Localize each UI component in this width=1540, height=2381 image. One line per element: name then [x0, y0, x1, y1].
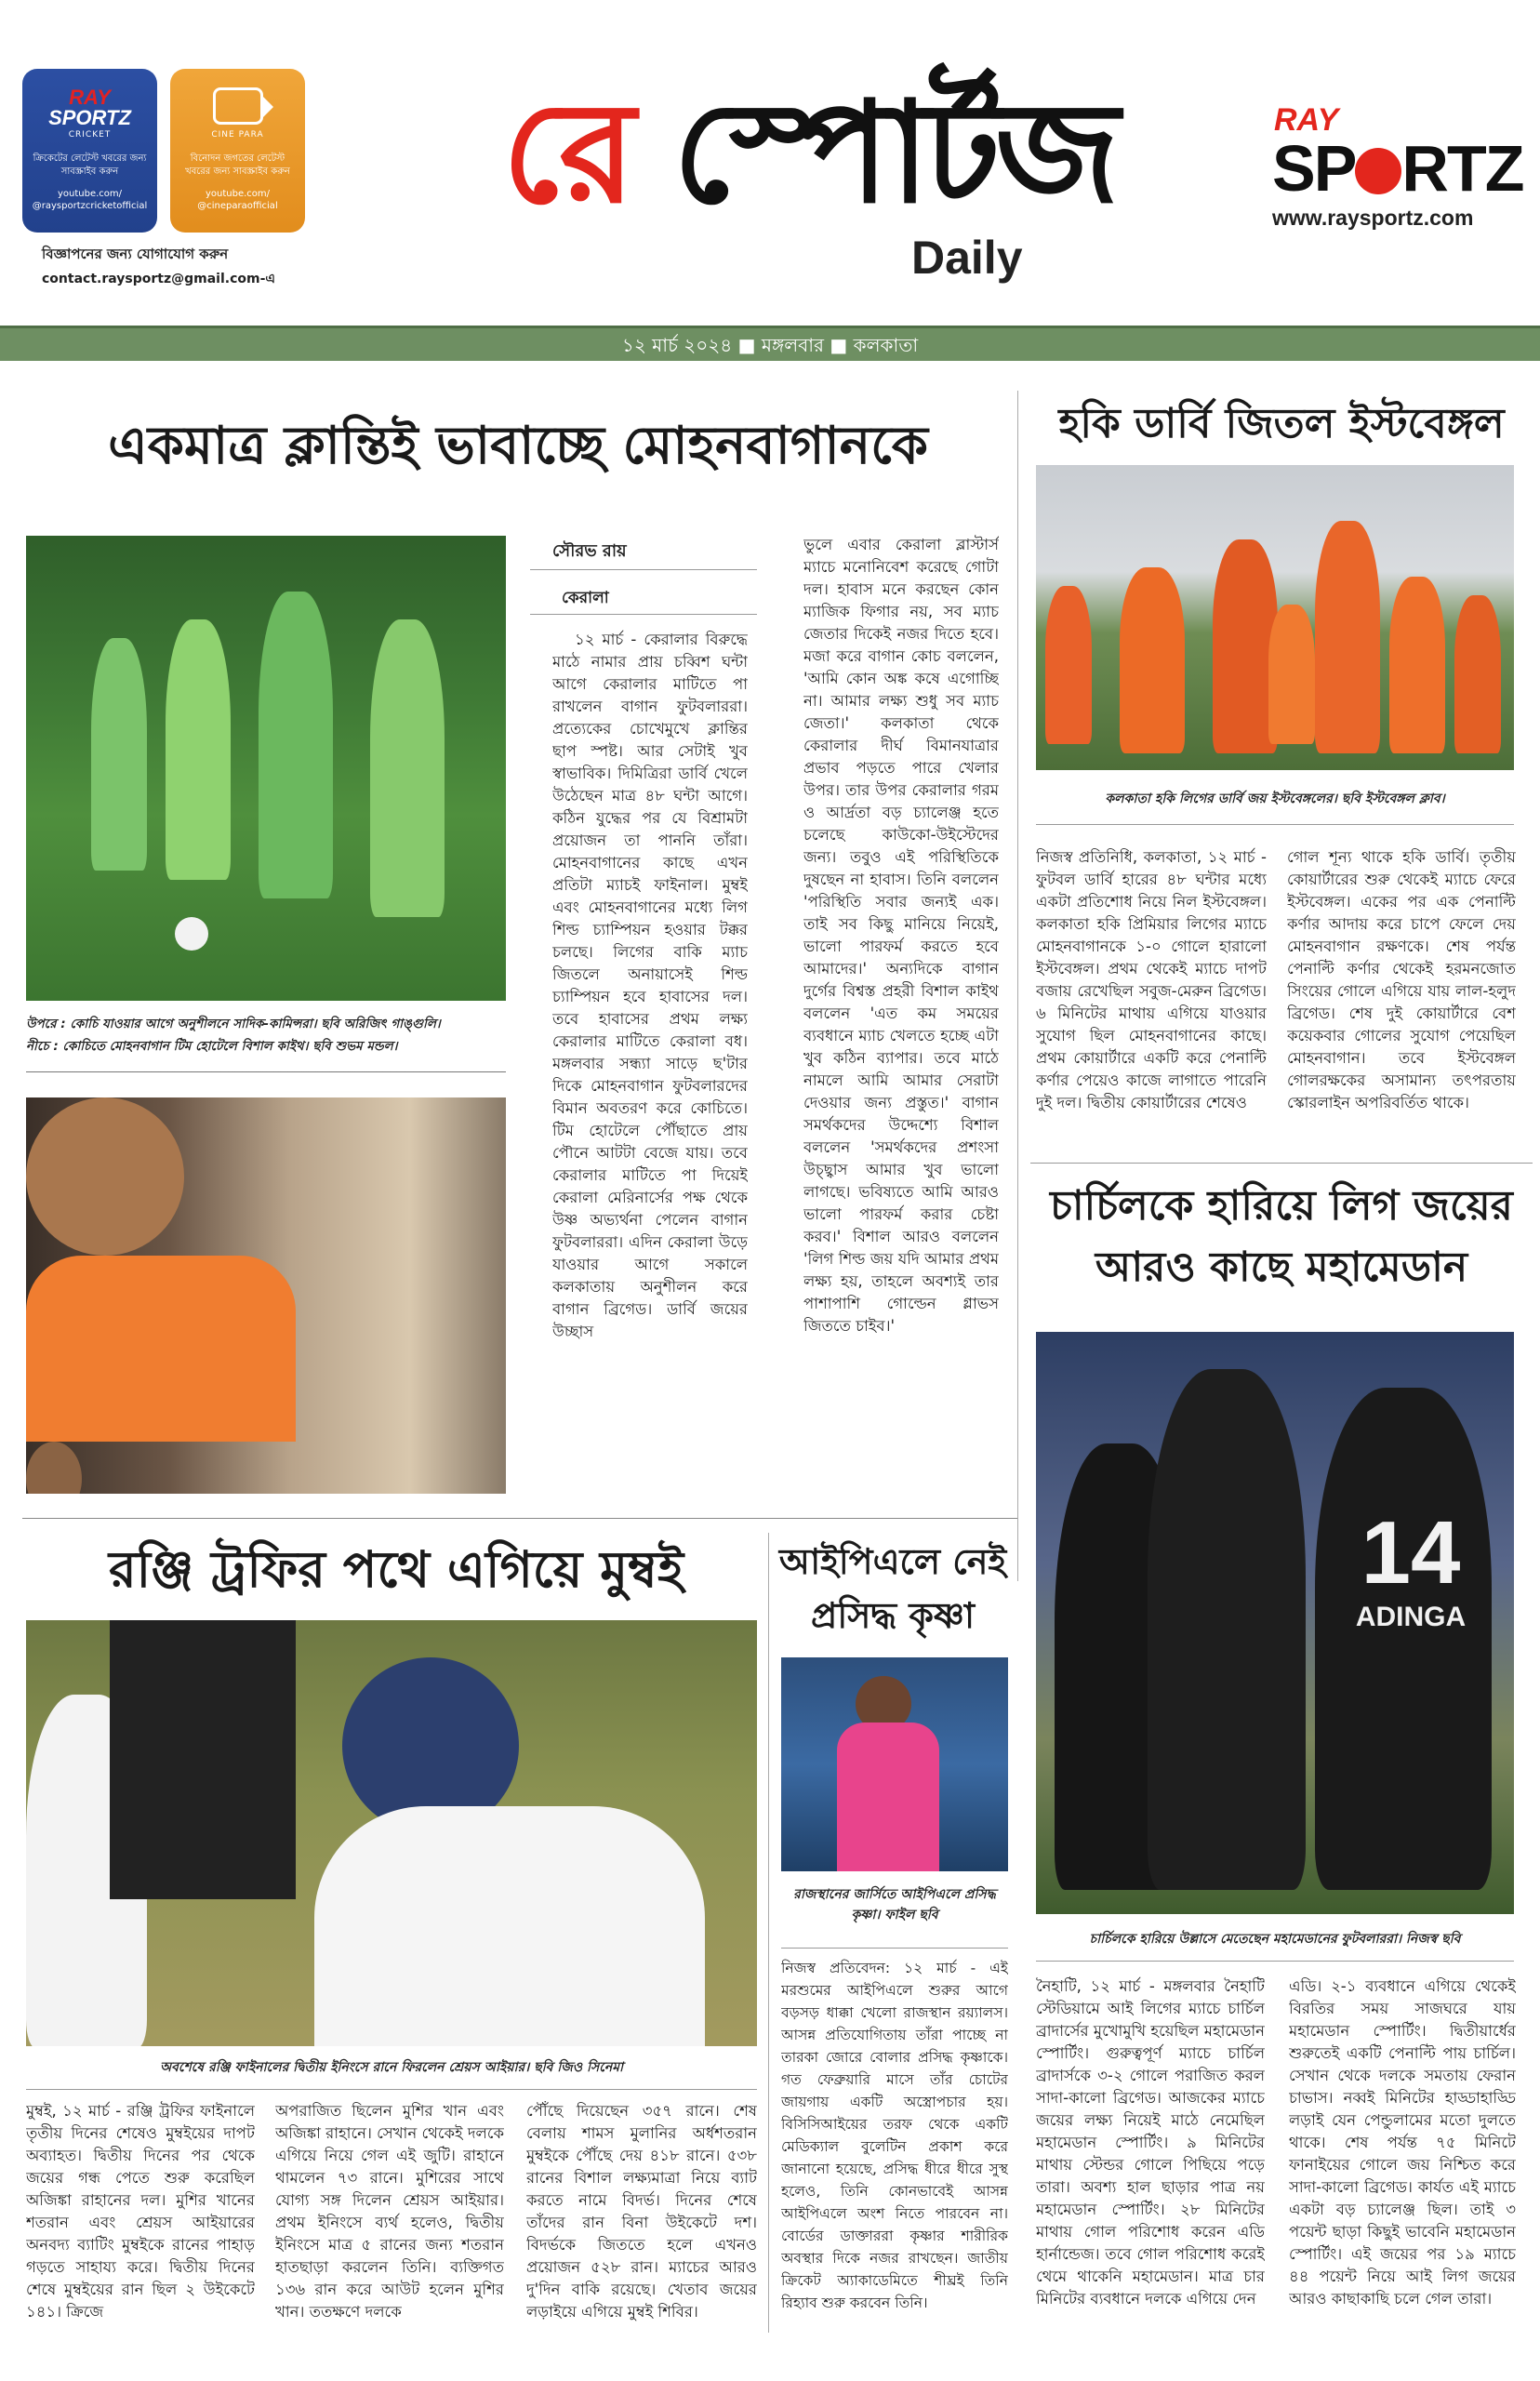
cinema-channel-promo[interactable] [170, 69, 305, 233]
hockey-headline: হকি ডার্বি জিতল ইস্টবেঙ্গল [1058, 400, 1505, 447]
hockey-story-col2: গোল শূন্য থাকে হকি ডার্বি। তৃতীয় কোয়ার্টারের শুরু থেকেই ম্যাচে ফেরে ইস্টবেঙ্গল। একের পর এক পেনাল্টি কর্ণার আদায় করে চাপে ফেলে দেয় মোহনবাগান রক্ষণকে। শেষ পর্যন্ত পেনাল্টি কর্ণার থেকেই হরমনজোত সিংয়ের গোলে এগিয়ে যায় লাল-হলুদ ব্রিগেড। শেষ দুই কোয়ার্টারে বেশ কয়েকবার গোলের সুযোগ পেয়েছিল মোহনবাগান। তবে ইস্টবেঙ্গল গোলরক্ষকের অসামান্য তৎপরতায় স্কোরলাইন অপরিবর্তিত থাকে। [1287, 848, 1516, 1111]
main-story-col1: ১২ মার্চ - কেরালার বিরুদ্ধে মাঠে নামার প্রায় চব্বিশ ঘন্টা আগে কেরালার মাটিতে পা রাখলেন বাগান ফুটবলাররা। প্রত্যেকের চোখেমুখে ক্লান্তির ছাপ স্পষ্ট। আর সেটাই খুব স্বাভাবিক। দিমিত্রিরা ডার্বি খেলে উঠেছেন মাত্র ৪৮ ঘন্টা আগে। কঠিন যুদ্ধের পর যে বিশ্রামটা প্রয়োজন তা পাননি তাঁরা। মোহনবাগানের কাছে এখন প্রতিটা ম্যাচই ফাইনাল। মুম্বই এবং মোহনবাগানের মধ্যে লিগ শিল্ড চ্যাম্পিয়ন হওয়ার টক্কর চলছে। লিগের বাকি ম্যাচ জিতলে অনায়াসেই শিল্ড চ্যাম্পিয়ন হবে হাবাসের দল। তবে হাবাসের প্রথম লক্ষ্য কেরালার মাটিতে কেরালা বধ। মঙ্গলবার সন্ধ্যা সাড়ে ছ'টার দিকে মোহনবাগান ফুটবলারদের বিমান অবতরণ করে কোচিতে। টিম হোটেলে পৌঁছাতে প্রায় পৌনে আটটা বেজে যায়। তবে কেরালার মাটিতে পা দিয়েই কেরালা মেরিনার্সের পক্ষ থেকে উষ্ণ অভ্যর্থনা পেলেন বাগান ফুটবলাররা। এদিন কেরালা উড়ে যাওয়ার আগে সকালে কলকাতায় অনুশীলন করে বাগান ব্রিগেড। ডার্বি জয়ের উচ্ছাস [552, 631, 748, 1340]
date-line: ১২ মার্চ ২০২৪ ■ মঙ্গলবার ■ কলকাতা [621, 334, 919, 356]
ipl-headline-line2: প্রসিদ্ধ কৃষ্ণা [810, 1595, 976, 1636]
jersey-name: ADINGA [1355, 1602, 1467, 1632]
mohammedan-headline-line1: চার্চিলকে হারিয়ে লিগ জয়ের [1050, 1182, 1513, 1230]
cricket-channel-promo[interactable] [22, 69, 157, 233]
main-dateline: কেরালা [562, 589, 609, 607]
caption-divider [26, 1071, 506, 1072]
dateline-rule [530, 614, 757, 615]
hockey-caption-rule [1036, 824, 1514, 825]
ipl-caption-rule [781, 1948, 1008, 1949]
cricket-promo-sub: CRICKET [68, 130, 112, 140]
hotel-photo-caption: নীচে : কোচিতে মোহনবাগান টিম হোটেলে বিশাল কাইথ। ছবি শুভম মন্ডল। [26, 1039, 398, 1054]
lower-section-rule [22, 1518, 1017, 1519]
masthead-header [0, 0, 1540, 316]
hockey-end-rule [1030, 1163, 1533, 1164]
ad-contact-note: বিজ্ঞাপনের জন্য যোগাযোগ করুন [42, 246, 229, 262]
column-divider [1017, 391, 1018, 1581]
main-story-col2: ভুলে এবার কেরালা ব্লাস্টার্স ম্যাচে মনোনিবেশ করেছে গোটা দল। হাবাস মনে করছেন কোন ম্যাজিক ফিগার নয়, সব ম্যাচ জেতার দিকেই নজর দিতে হবে। মজা করে বাগান কোচ বললেন, 'আমি কোন অঙ্ক কষে এগোচ্ছি না। আমার লক্ষ্য শুধু সব ম্যাচ জেতা।' কলকাতা থেকে কেরালার দীর্ঘ বিমানযাত্রার প্রভাব পড়তে পারে খেলার উপর। তার উপর কেরালার গরম ও আর্দ্রতা বড় চ্যালেঞ্জ হতে চলেছে কাউকো-উইস্টেদের জন্য। তবুও এই পরিস্থিতিকে দুষছেন না হাবাস। তিনি বললেন 'পরিস্থিতি সবার জন্যই এক। তাই সব কিছু মানিয়ে নিয়েই, ভালো পারফর্ম করতে হবে আমাদের।' অন্যদিকে বাগান দুর্গের বিশ্বস্ত প্রহরী বিশাল কাইথ বললেন 'এত কম সময়ের ব্যবধানে ম্যাচ খেলতে হচ্ছে এটা খুব কঠিন ব্যাপার। তবে মাঠে নামলে আমি আমার সেরাটা দেওয়ার জন্য প্রস্তুত।' বাগান সমর্থকদের উদ্দেশ্যে বিশাল বললেন 'সমর্থকদের প্রশংসা উচ্ছ্বাস আমার খুব ভালো লাগছে। ভবিষ্যতে আমি আরও ভালো পারফর্ম করার চেষ্টা করব।' বিশাল আরও বললেন 'লিগ শিল্ড জয় যদি আমার প্রথম লক্ষ্য হয়, তাহলে অবশ্যই তার পাশাপাশি গোল্ডেন গ্লাভস জিততে চাইব।' [803, 536, 999, 1335]
ranji-caption-rule [26, 2089, 757, 2090]
cinema-promo-brand: CINE PARA [211, 130, 264, 140]
mohammedan-caption-rule [1036, 1961, 1514, 1962]
ipl-headline-line1: আইপিএলে নেই [778, 1541, 1007, 1582]
website-url[interactable]: www.raysportz.com [1272, 206, 1474, 230]
ipl-column-divider [768, 1533, 769, 2333]
cricket-promo-url[interactable]: youtube.com/ @raysportzcricketofficial [32, 189, 148, 211]
ranji-story-col1: মুম্বই, ১২ মার্চ - রঞ্জি ট্রফির ফাইনালে তৃতীয় দিনের শেষেও মুম্বইয়ের দাপট অব্যাহত। দ্বিতীয় দিনের পর থেকে জয়ের গন্ধ পেতে শুরু করেছিল অজিঙ্কা রাহানের দল। মুশির খানের শতরান এবং শ্রেয়স আইয়ারের অনবদ্য ব্যাটিং মুম্বইকে রানের পাহাড় গড়তে সাহায্য করে। দ্বিতীয় দিনের শেষে মুম্বইয়ের রান ছিল ২ উইকেটে ১৪১। ক্রিজে [26, 2102, 255, 2321]
date-strip [0, 326, 1540, 361]
ipl-photo-caption: রাজস্থানের জার্সিতে আইপিএলে প্রসিদ্ধ কৃষ্ণা। ফাইল ছবি [793, 1887, 996, 1922]
cricket-promo-brand: RAY SPORTZ [48, 86, 131, 129]
camera-icon [213, 87, 263, 125]
raysportz-logo[interactable]: RAY SP RTZ www.raysportz.com [1272, 102, 1523, 230]
mohammedan-photo-caption: চার্চিলকে হারিয়ে উল্লাসে মেতেছেন মহামেডানের ফুটবলাররা। নিজস্ব ছবি [1089, 1932, 1461, 1947]
jersey-number: 14 [1361, 1503, 1461, 1603]
masthead-title: রে স্পোর্টজ [502, 73, 1114, 234]
training-photo [26, 536, 506, 1001]
newspaper-masthead [502, 56, 1114, 288]
prasidh-krishna-photo [781, 1657, 1008, 1871]
ranji-story-col2: অপরাজিত ছিলেন মুশির খান এবং অজিঙ্কা রাহানে। সেখান থেকেই দলকে এগিয়ে নিয়ে গেল এই জুটি। রাহানে থামলেন ৭৩ রানে। মুশিরের সাথে যোগ্য সঙ্গ দিলেন শ্রেয়স আইয়ার। প্রথম ইনিংসে ব্যর্থ হলেও, দ্বিতীয় ইনিংসে মাত্র ৫ রানের জন্য শতরান হাতছাড়া করলেন তিনি। ব্যক্তিগত ১৩৬ রান করে আউট হলেন মুশির খান। ততক্ষণে দলকে [275, 2102, 504, 2321]
cinema-promo-message: বিনোদন জগতের লেটেস্ট খবরের জন্য সাবস্ক্রাইব করুন [185, 153, 290, 177]
ranji-photo-caption: অবশেষে রঞ্জি ফাইনালের দ্বিতীয় ইনিংসে রানে ফিরলেন শ্রেয়স আইয়ার। ছবি জিও সিনেমা [159, 2060, 624, 2075]
shreyas-iyer-photo [26, 1620, 757, 2046]
ranji-headline: রঞ্জি ট্রফির পথে এগিয়ে মুম্বই [108, 1540, 684, 1599]
training-photo-caption: উপরে : কোচি যাওয়ার আগে অনুশীলনে সাদিক-কামিন্সরা। ছবি অরিজিৎ গাঙ্গুলি। [26, 1017, 441, 1031]
mohammedan-celebration-photo [1036, 1332, 1514, 1914]
ad-contact-email[interactable]: contact.raysportz@gmail.com-এ [42, 272, 276, 286]
mohammedan-story-col2: এডি। ২-১ ব্যবধানে এগিয়ে থেকেই বিরতির সময় সাজঘরে যায় মহামেডান স্পোর্টিং। দ্বিতীয়ার্ধের শুরুতেই একটি পেনাল্টি পায় চার্চিল। সেখান থেকে দলকে সমতায় ফেরান চাভাস। নব্বই মিনিটের হাড্ডাহাড্ডি লড়াই যেন পেন্ডুলামের মতো দুলতে থাকে। শেষ পর্যন্ত ৭৫ মিনিটে ফানাইয়ের গোলে জয় নিশ্চিত করে সাদা-কালো ব্রিগেড। কার্যত এই ম্যাচে একটা বড় চ্যালেঞ্জ ছিল। তাই ৩ পয়েন্ট ছাড়া কিছুই ভাবেনি মহামেডান স্পোর্টিং। এই জয়ের পর ১৯ ম্যাচে ৪৪ পয়েন্ট নিয়ে আই লিগ জয়ের আরও কাছাকাছি চলে গেল তারা। [1289, 1977, 1516, 2308]
mohammedan-story-col1: নৈহাটি, ১২ মার্চ - মঙ্গলবার নৈহাটি স্টেডিয়ামে আই লিগের ম্যাচে চার্চিল ব্রাদার্সের মুখোমুখি হয়েছিল মহামেডান স্পোর্টিং। গুরুত্বপূর্ণ ম্যাচে চার্চিল ব্রাদার্সকে ৩-২ গোলে পরাজিত করল সাদা-কালো ব্রিগেড। আজকের ম্যাচে জয়ের লক্ষ্য নিয়েই মাঠে নেমেছিল মহামেডান স্পোর্টিং। ৯ মিনিটের মাথায় স্টেন্ডর গোলে পিছিয়ে পড়ে তারা। অবশ্য হাল ছাড়ার পাত্র নয় মহামেডান স্পোর্টিং। ২৮ মিনিটের মাথায় গোল পরিশোধ করেন এডি হার্নান্ডেজ। তবে গোল পরিশোধ করেই থেমে থাকেনি মহামেডান। মাত্র চার মিনিটের ব্যবধানে দলকে এগিয়ে দেন [1036, 1977, 1265, 2308]
ipl-story-body: নিজস্ব প্রতিবেদন: ১২ মার্চ - এই মরশুমের আইপিএলে শুরুর আগে বড়সড় ধাক্কা খেলো রাজস্থান রয়্যালস। আসন্ন প্রতিযোগিতায় তাঁরা পাচ্ছে না তারকা জোরে বোলার প্রসিদ্ধ কৃষ্ণাকে। গত ফেব্রুয়ারি মাসে তাঁর চোটের জায়গায় একটি অস্ত্রোপচার হয়। বিসিসিআইয়ের তরফ থেকে একটি মেডিক্যাল বুলেটিন প্রকাশ করে জানানো হয়েছে, প্রসিদ্ধ ধীরে ধীরে সুস্থ হলেও, তিনি কোনভাবেই আসন্ন আইপিএলে অংশ নিতে পারবেন না। বোর্ডের ডাক্তাররা কৃষ্ণার শারীরিক অবস্থার দিকে নজর রাখছেন। জাতীয় ক্রিকেট অ্যাকাডেমিতে শীঘ্রই তিনি রিহ্যাব শুরু করবেন তিনি। [781, 1960, 1008, 2311]
hockey-team-photo [1036, 465, 1514, 770]
ranji-story-col3: পৌঁছে দিয়েছেন ৩৫৭ রানে। শেষ বেলায় শামস মুলানির অর্ধশতরান মুম্বইকে পৌঁছে দেয় ৪১৮ রানে। ৫৩৮ রানের বিশাল লক্ষ্যমাত্রা নিয়ে ব্যাট করতে নামে বিদর্ভ। দিনের শেষে তাঁদের রান বিনা উইকেটে দশ। বিদর্ভকে জিততে হলে এখনও প্রয়োজন ৫২৮ রান। ম্যাচের আরও দু'দিন বাকি রয়েছে। খেতাব জয়ের লড়াইয়ে এগিয়ে মুম্বই শিবির। [526, 2102, 757, 2321]
hotel-arrival-photo [26, 1097, 506, 1494]
mohammedan-headline-line2: আরও কাছে মহামেডান [1095, 1244, 1468, 1291]
main-headline: একমাত্র ক্লান্তিই ভাবাচ্ছে মোহনবাগানকে [108, 416, 928, 476]
hockey-story-col1: নিজস্ব প্রতিনিধি, কলকাতা, ১২ মার্চ - ফুটবল ডার্বি হারের ৪৮ ঘন্টার মধ্যে একটা প্রতিশোধ নিয়ে নিল ইস্টবেঙ্গল। কলকাতা হকি প্রিমিয়ার লিগের ম্যাচে মোহনবাগানকে ১-০ গোলে হারালো ইস্টবেঙ্গল। প্রথম থেকেই ম্যাচে দাপট বজায় রেখেছিল সবুজ-মেরুন ব্রিগেড। ৬ মিনিটের মাথায় এগিয়ে যাওয়ার সুযোগ ছিল মোহনবাগানের কাছে। প্রথম কোয়ার্টারে একটি করে পেনাল্টি কর্ণার পেয়েও কাজে লাগাতে পারেনি দুই দল। দ্বিতীয় কোয়ার্টারের শেষেও [1036, 848, 1267, 1111]
main-byline: সৌরভ রায় [552, 541, 627, 561]
masthead-daily: Daily [911, 232, 1023, 284]
byline-rule [530, 569, 757, 570]
football-icon [1355, 148, 1401, 194]
cinema-promo-url[interactable]: youtube.com/ @cineparaofficial [197, 189, 278, 211]
hockey-photo-caption: কলকাতা হকি লিগের ডার্বি জয় ইস্টবেঙ্গলের। ছবি ইস্টবেঙ্গল ক্লাব। [1105, 791, 1445, 806]
cricket-promo-message: ক্রিকেটের লেটেস্ট খবরের জন্য সাবস্ক্রাইব করুন [33, 153, 147, 177]
